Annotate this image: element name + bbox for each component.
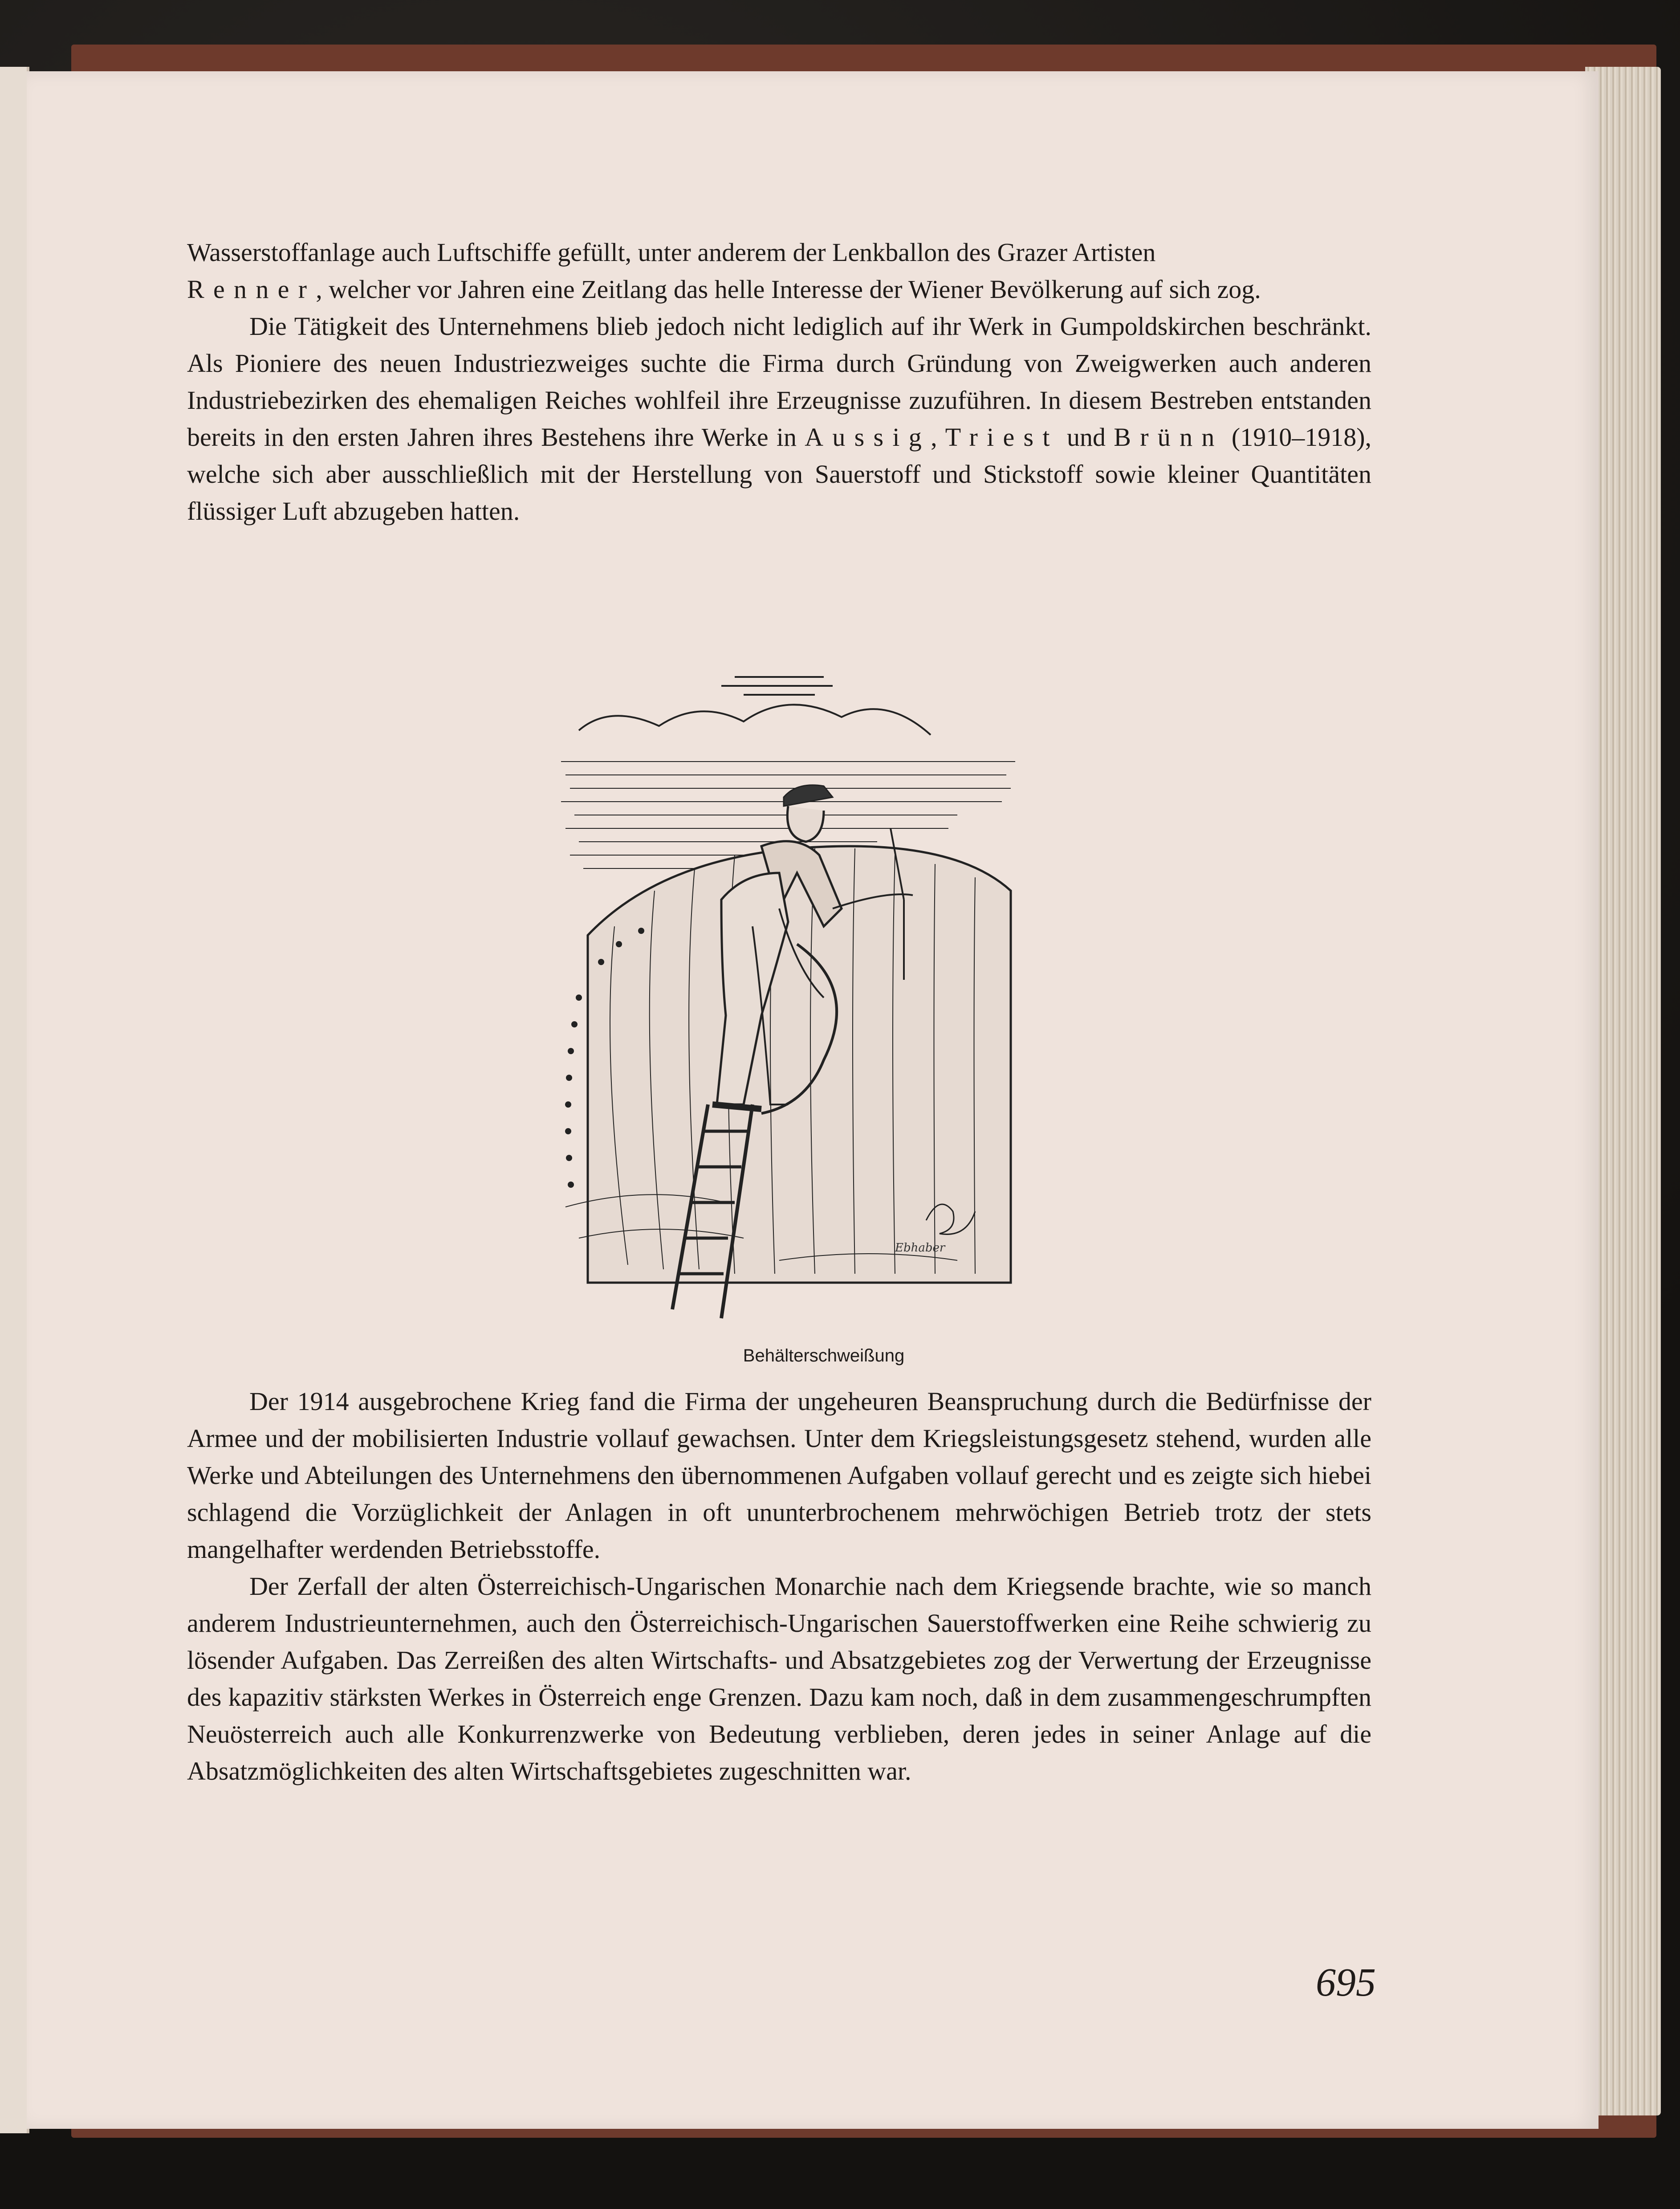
left-page-edge [0, 67, 29, 2133]
name-renner: Renner [187, 275, 316, 304]
paragraph-1-line-2-rest: , welcher vor Jahren eine Zeitlang das helle Interesse der Wiener Bevölkerung auf sich zog. [316, 275, 1261, 304]
page-number: 695 [1316, 1960, 1376, 2005]
artist-signature: Ebhaber [895, 1241, 945, 1255]
welding-illustration [512, 659, 1127, 1336]
place-triest: Triest [945, 423, 1059, 452]
paragraph-3-text: Der 1914 ausgebrochene Krieg fand die Firma der ungeheuren Beanspruchung durch die Bedürfnisse der Armee und der mobilisierten Industrie vollauf gewachsen. Unter dem Kriegsleistungsgesetz stehend, wurden alle Werke und Abteilungen des Unternehmens den übernommenen Aufgaben vollauf gerecht und es zeigte sich hiebei schlagend die Vorzüglichkeit der Anlagen in oft ununterbrochenem mehrwöchigen Betrieb trotz der stets mangelhafter werdenden Betriebsstoffe. [187, 1387, 1371, 1564]
paragraph-4 [187, 1568, 1371, 1789]
paragraph-1-line-1: Wasserstoffanlage auch Luftschiffe gefüllt, unter anderem der Lenkballon des Grazer Artisten [187, 238, 1156, 267]
place-bruenn: Brünn [1114, 423, 1224, 452]
paragraph-2-part: und [1058, 423, 1114, 452]
paragraph-2-text [187, 308, 1371, 530]
book-page [27, 71, 1599, 2129]
paragraph-2 [187, 308, 1371, 530]
figure-caption: Behälterschweißung [743, 1346, 905, 1365]
paragraph-1-line-2 [187, 271, 1371, 308]
place-aussig: Aussig [805, 423, 931, 452]
paragraph-1 [187, 234, 1371, 308]
paragraph-2-part: Die Tätigkeit des Unternehmens blieb jedoch nicht lediglich auf ihr Werk in Gumpoldskirchen beschränkt. Als Pioniere des neuen Industriezweiges suchte die Firma durch Gründung von Zweigwerken auch anderen Industriebezirken des ehemaligen Reiches wohlfeil ihre Erzeugnisse zuzuführen. In diesem Bestreben entstanden bereits in den ersten Jahren ihres Bestehens ihre Werke in [187, 312, 1371, 452]
paragraph-4-text: Der Zerfall der alten Österreichisch-Ungarischen Monarchie nach dem Kriegsende brachte, wie so manch anderem Industrieunternehmen, auch den Österreichisch-Ungarischen Sauerstoffwerken eine Reihe schwierig zu lösender Aufgaben. Das Zerreißen des alten Wirtschafts- und Absatzgebietes zog der Verwertung der Erzeugnisse des kapazitiv stärksten Werkes in Österreich enge Grenzen. Dazu kam noch, daß in dem zusammengeschrumpften Neuösterreich auch alle Konkurrenzwerke von Bedeutung verblieben, deren jedes in seiner Anlage auf die Absatzmöglichkeiten des alten Wirtschaftsgebietes zugeschnitten war. [187, 1572, 1371, 1785]
paragraph-2-part: (1910–1918), welche sich aber ausschließlich mit der Herstellung von Sauerstoff und Stickstoff sowie kleiner Quantitäten flüssiger Luft abzugeben hatten. [187, 423, 1372, 526]
paragraph-2-part: , [931, 423, 945, 452]
paragraph-3 [187, 1383, 1371, 1568]
